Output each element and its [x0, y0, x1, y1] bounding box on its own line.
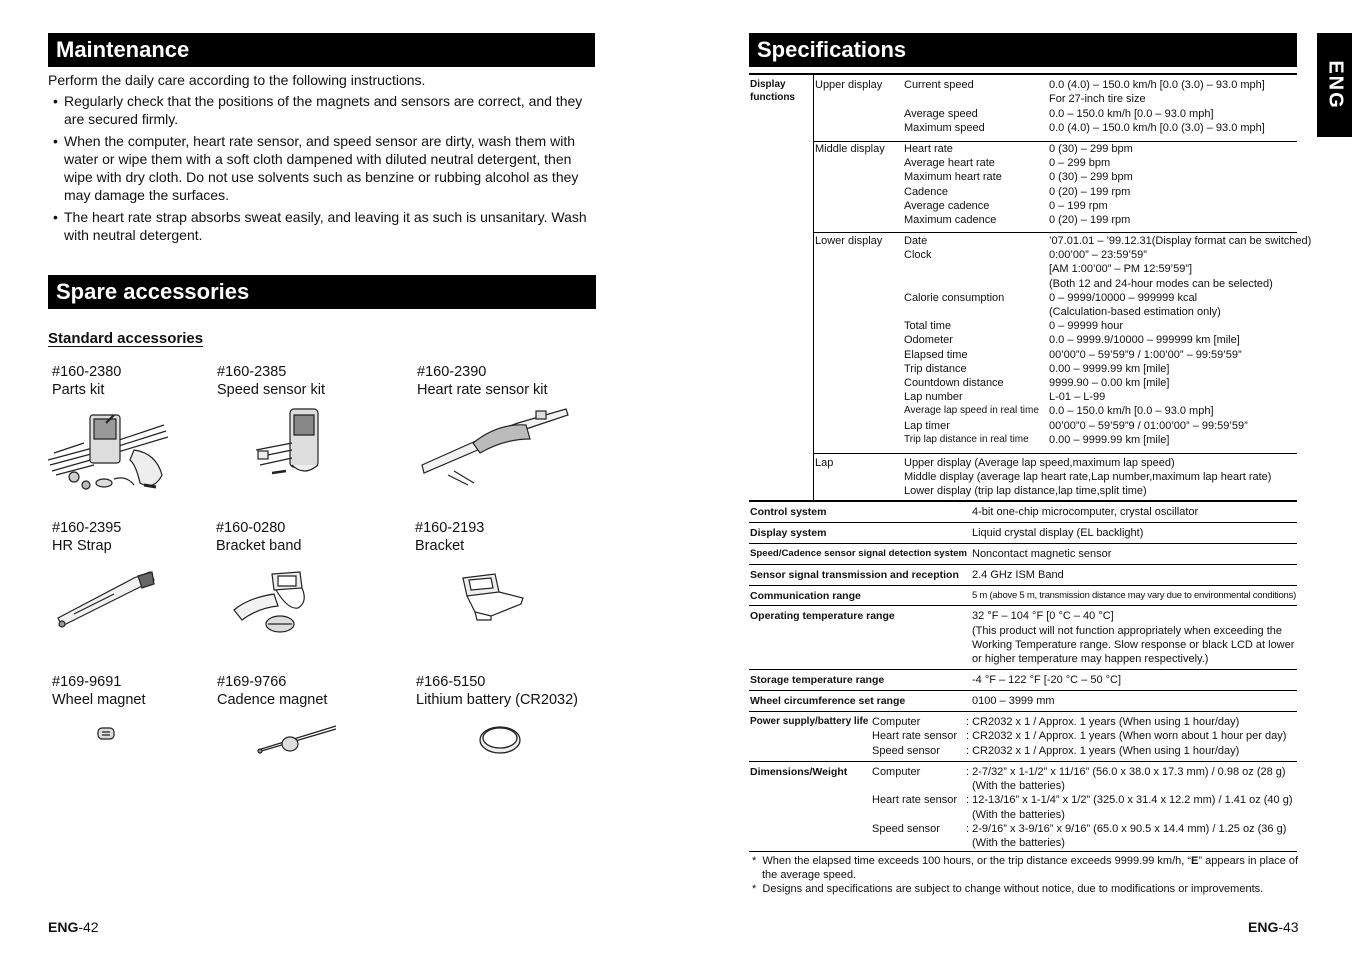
spec-row-value: 0.0 – 9999.9/10000 – 999999 km [mile] — [1049, 334, 1240, 347]
footnote-1: * When the elapsed time exceeds 100 hours, or the trip distance exceeds 9999.99 km/h, “E” appears in place of — [752, 855, 1299, 867]
spec-row-value: 0 (20) – 199 rpm — [1049, 214, 1131, 226]
parts-kit-icon — [44, 405, 174, 495]
spec-row-value: 0.0 (4.0) – 150.0 km/h [0.0 (3.0) – 93.0 mph] — [1049, 79, 1265, 91]
spec-row-name: Maximum cadence — [904, 214, 997, 226]
cadence-magnet-icon — [254, 722, 340, 756]
spec-row-name: Odometer — [904, 334, 953, 347]
table-divider — [813, 74, 814, 500]
accessory-item-speed-sensor-kit: #160-2385 Speed sensor kit — [217, 364, 326, 398]
dimensions-row-value: : 2-7/32” x 1-1/2” x 11/16” (56.0 x 38.0 x 17.3 mm) / 0.98 oz (28 g) — [966, 766, 1286, 778]
spec-value-transmission: 2.4 GHz ISM Band — [972, 569, 1064, 581]
spec-row-value: 0.00 – 9999.99 km [mile] — [1049, 362, 1170, 375]
spec-row-name: Elapsed time — [904, 348, 968, 361]
spec-label-control-system: Control system — [750, 506, 827, 518]
spec-row-name: Maximum speed — [904, 122, 985, 134]
table-rule — [749, 585, 1297, 586]
lap-line: Lower display (trip lap distance,lap time,split time) — [904, 485, 1147, 497]
spec-label-operating-temperature: Operating temperature range — [750, 610, 895, 622]
maintenance-bullet-2: • When the computer, heart rate sensor, and speed sensor are dirty, wash them with water or wipe them with a soft cloth dampened with diluted neutral detergent, then wipe with dry cloth. Do not use solvents such as benzine or rubbing alcohol as they may damage the surfaces. — [53, 133, 579, 203]
spec-row-value: 0.00 – 9999.99 km [mile] — [1049, 433, 1170, 446]
right-page-number: ENG-43 — [1248, 919, 1299, 935]
spec-row-value: 0.0 – 150.0 km/h [0.0 – 93.0 mph] — [1049, 405, 1214, 418]
spec-row-name: Maximum heart rate — [904, 171, 1002, 184]
dimensions-row-note: (With the batteries) — [972, 837, 1065, 849]
heart-rate-sensor-icon — [418, 405, 573, 490]
spec-label-display-system: Display system — [750, 527, 827, 539]
power-row-name: Computer — [872, 716, 921, 728]
table-rule — [749, 500, 1297, 502]
spec-row-name: Current speed — [904, 79, 974, 91]
dimensions-row-value: : 12-13/16” x 1-1/4” x 1/2” (325.0 x 31.4 x 12.2 mm) / 1.41 oz (40 g) — [966, 794, 1293, 806]
table-rule — [749, 605, 1297, 606]
spec-row-value: For 27-inch tire size — [1049, 93, 1146, 105]
dimensions-row-note: (With the batteries) — [972, 809, 1065, 821]
footnote-1-cont: the average speed. — [762, 869, 857, 881]
speed-sensor-icon — [252, 405, 332, 495]
lower-display-label: Lower display — [815, 235, 883, 247]
spec-row-value: 00’00”0 – 59’59”9 / 1:00’00” – 99:59’59” — [1049, 348, 1242, 361]
power-row-value: : CR2032 x 1 / Approx. 1 years (When using 1 hour/day) — [966, 745, 1240, 757]
table-rule — [749, 711, 1297, 712]
power-row-value: : CR2032 x 1 / Approx. 1 years (When using 1 hour/day) — [966, 716, 1240, 728]
lap-label: Lap — [815, 457, 834, 469]
spec-row-value: 0.0 (4.0) – 150.0 km/h [0.0 (3.0) – 93.0 mph] — [1049, 122, 1265, 134]
spec-row-value: 0 (30) – 299 bpm — [1049, 171, 1133, 184]
spec-label-sensor-detection: Speed/Cadence sensor signal detection system — [750, 548, 968, 559]
maintenance-bullet-1: • Regularly check that the positions of the magnets and sensors are correct, and they are secured firmly. — [53, 93, 583, 127]
spec-value-communication-range: 5 m (above 5 m, transmission distance may vary due to environmental conditions) — [972, 590, 1296, 601]
table-rule — [813, 453, 1297, 454]
table-rule — [813, 232, 1297, 233]
display-functions-label: Display functions — [750, 79, 795, 103]
spec-value-wheel-circumference: 0100 – 3999 mm — [972, 695, 1055, 707]
spec-row-name: Trip distance — [904, 362, 967, 375]
spec-value-display-system: Liquid crystal display (EL backlight) — [972, 527, 1144, 539]
spec-row-name: Average lap speed in real time — [904, 405, 1039, 417]
accessory-item-bracket: #160-2193 Bracket — [415, 520, 485, 554]
maintenance-bullet-3: • The heart rate strap absorbs sweat easily, and leaving it as such is unsanitary. Wash with neutral detergent. — [53, 209, 587, 243]
spec-row-name: Clock — [904, 249, 932, 262]
specifications-heading: Specifications — [749, 33, 1297, 67]
spec-label-storage-temperature: Storage temperature range — [750, 674, 885, 686]
dimensions-row-name: Computer — [872, 766, 921, 778]
bracket-icon — [455, 568, 527, 623]
spec-row-value: (Both 12 and 24-hour modes can be selected) — [1049, 277, 1273, 290]
spec-row-name: Date — [904, 235, 928, 247]
spec-row-value: L-01 – L-99 — [1049, 391, 1106, 404]
spec-row-name: Countdown distance — [904, 377, 1004, 389]
spec-label-communication-range: Communication range — [750, 590, 861, 602]
spare-accessories-heading: Spare accessories — [48, 275, 596, 309]
table-rule — [749, 543, 1297, 544]
wheel-magnet-icon — [96, 726, 118, 742]
spec-row-name: Trip lap distance in real time — [904, 433, 1029, 445]
table-bottom-rule — [749, 851, 1297, 852]
spec-label-dimensions: Dimensions/Weight — [750, 766, 848, 778]
hr-strap-icon — [54, 568, 159, 630]
table-rule — [749, 761, 1297, 762]
eng-side-tab: ENG — [1317, 33, 1352, 137]
spec-row-value: 0:00’00” – 23:59’59” — [1049, 249, 1147, 262]
spec-row-value: 0 – 9999/10000 – 999999 kcal — [1049, 291, 1198, 304]
table-rule — [749, 669, 1297, 670]
spec-value-operating-temperature: or higher temperature may happen respectively.) — [972, 653, 1209, 665]
spec-label-power-supply: Power supply/battery life — [750, 716, 869, 727]
spec-row-value: 0 – 199 rpm — [1049, 199, 1108, 212]
table-top-rule — [749, 73, 1297, 75]
upper-display-label: Upper display — [815, 79, 883, 91]
accessory-item-heart-rate-sensor-kit: #160-2390 Heart rate sensor kit — [417, 364, 548, 398]
spec-value-sensor-detection: Noncontact magnetic sensor — [972, 548, 1112, 560]
maintenance-heading: Maintenance — [48, 33, 595, 67]
spec-row-value: [AM 1:00’00” – PM 12:59’59”] — [1049, 263, 1193, 276]
spec-row-value: 0 – 99999 hour — [1049, 320, 1124, 333]
spec-row-value: 0.0 – 150.0 km/h [0.0 – 93.0 mph] — [1049, 108, 1214, 120]
spec-row-name: Average speed — [904, 108, 978, 120]
lap-line: Upper display (Average lap speed,maximum lap speed) — [904, 457, 1175, 469]
maintenance-intro: Perform the daily care according to the following instructions. — [48, 72, 426, 88]
spec-row-value: 0 – 299 bpm — [1049, 157, 1111, 170]
spec-row-value: 0 (20) – 199 rpm — [1049, 185, 1131, 198]
power-row-value: : CR2032 x 1 / Approx. 1 years (When worn about 1 hour per day) — [966, 730, 1287, 742]
left-page-number: ENG-42 — [48, 919, 99, 935]
table-rule — [749, 564, 1297, 565]
spec-row-name: Lap timer — [904, 419, 950, 432]
standard-accessories-subheading: Standard accessories — [48, 330, 204, 347]
spec-row-name: Total time — [904, 320, 952, 333]
middle-display-label: Middle display — [815, 143, 885, 155]
spec-label-wheel-circumference: Wheel circumference set range — [750, 695, 906, 707]
table-rule — [749, 522, 1297, 523]
lap-line: Middle display (average lap heart rate,Lap number,maximum lap heart rate) — [904, 471, 1272, 483]
footnote-2: * Designs and specifications are subject to change without notice, due to modifications or improvements. — [752, 883, 1264, 895]
spec-value-operating-temperature: 32 °F – 104 °F [0 °C – 40 °C] — [972, 610, 1114, 622]
spec-row-name: Lap number — [904, 391, 963, 404]
spec-row-value: ’07.01.01 – ’99.12.31(Display format can be switched) — [1049, 235, 1312, 247]
spec-row-name: Heart rate — [904, 143, 953, 155]
bracket-band-icon — [228, 568, 320, 638]
table-rule — [749, 690, 1297, 691]
spec-label-transmission: Sensor signal transmission and reception — [750, 569, 959, 581]
power-row-name: Speed sensor — [872, 745, 940, 757]
spec-row-name: Average heart rate — [904, 157, 995, 170]
spec-row-name: Average cadence — [904, 199, 990, 212]
power-row-name: Heart rate sensor — [872, 730, 957, 742]
spec-value-control-system: 4-bit one-chip microcomputer, crystal oscillator — [972, 506, 1199, 518]
lithium-battery-icon — [476, 722, 524, 756]
spec-row-value: 00’00”0 – 59’59”9 / 01:00’00” – 99:59’59” — [1049, 419, 1248, 432]
spec-row-name: Cadence — [904, 185, 949, 198]
accessory-item-bracket-band: #160-0280 Bracket band — [216, 520, 302, 554]
spec-row-name: Calorie consumption — [904, 291, 1005, 304]
dimensions-row-value: : 2-9/16” x 3-9/16” x 9/16” (65.0 x 90.5 x 14.4 mm) / 1.25 oz (36 g) — [966, 823, 1287, 835]
accessory-item-hr-strap: #160-2395 HR Strap — [52, 520, 122, 554]
accessory-item-lithium-battery: #166-5150 Lithium battery (CR2032) — [416, 674, 578, 708]
dimensions-row-name: Heart rate sensor — [872, 794, 957, 806]
dimensions-row-note: (With the batteries) — [972, 780, 1065, 792]
spec-row-value: 9999.90 – 0.00 km [mile] — [1049, 377, 1170, 389]
spec-value-operating-temperature: (This product will not function appropriately when exceeding the — [972, 625, 1283, 637]
dimensions-row-name: Speed sensor — [872, 823, 940, 835]
accessory-item-parts-kit: #160-2380 Parts kit — [52, 364, 122, 398]
spec-row-value: (Calculation-based estimation only) — [1049, 306, 1221, 318]
spec-row-value: 0 (30) – 299 bpm — [1049, 143, 1133, 155]
spec-value-operating-temperature: Working Temperature range. Slow response or black LCD at lower — [972, 639, 1295, 651]
accessory-item-cadence-magnet: #169-9766 Cadence magnet — [217, 674, 328, 708]
spec-value-storage-temperature: -4 °F – 122 °F [-20 °C – 50 °C] — [972, 674, 1122, 686]
accessory-item-wheel-magnet: #169-9691 Wheel magnet — [52, 674, 146, 708]
